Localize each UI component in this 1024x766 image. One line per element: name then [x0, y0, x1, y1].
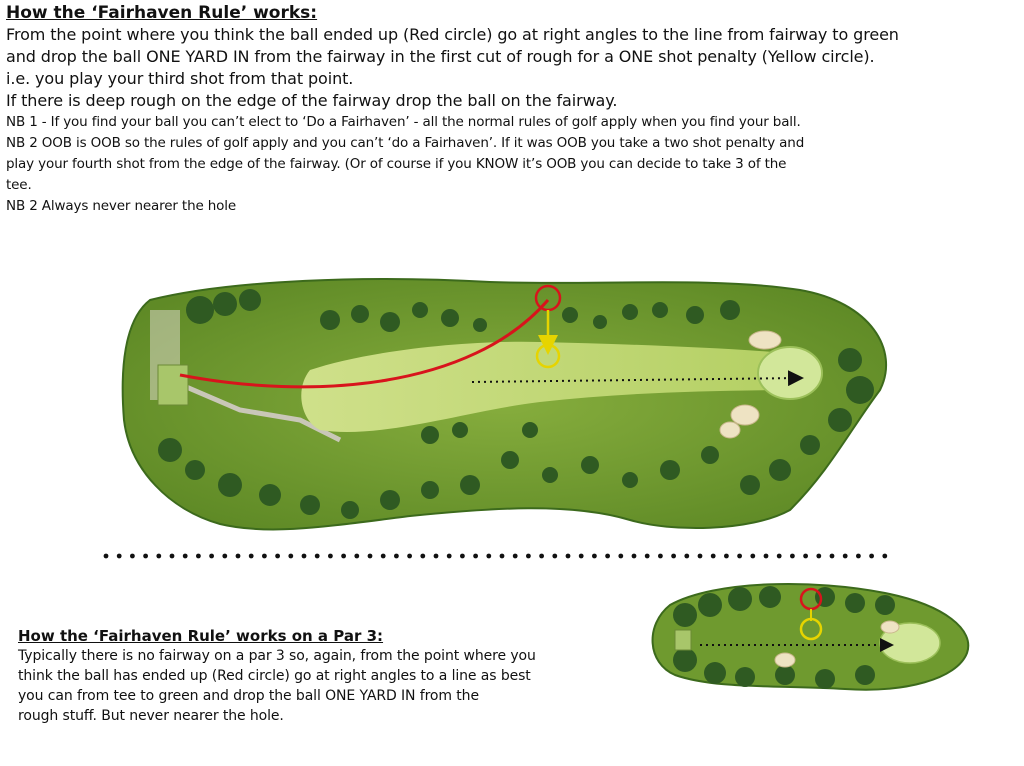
separator-dot: [816, 554, 821, 559]
separator-dot: [394, 554, 399, 559]
separator-dot: [447, 554, 452, 559]
separator-dot: [143, 554, 148, 559]
separator-dot: [526, 554, 531, 559]
separator-dot: [460, 554, 465, 559]
intro-section: [6, 2, 1021, 217]
separator-dot: [117, 554, 122, 559]
par3-line-1: Typically there is no fairway on a par 3 so, again, from the point where you: [18, 648, 536, 664]
separator-dot: [539, 554, 544, 559]
separator-dot: [869, 554, 874, 559]
separator-dot: [552, 554, 557, 559]
separator-dot: [684, 554, 689, 559]
hole-illustration: [110, 270, 900, 540]
separator-dot: [830, 554, 835, 559]
tee-box: [158, 365, 188, 405]
intro-title: How the ‘Fairhaven Rule’ works:: [6, 3, 318, 23]
separator-dot: [183, 554, 188, 559]
note-3: NB 2 Always never nearer the hole: [6, 198, 237, 214]
separator-dot: [764, 554, 769, 559]
separator-dot: [618, 554, 623, 559]
separator-dot: [711, 554, 716, 559]
par3-line-2: think the ball has ended up (Red circle) go at right angles to a line as best: [18, 668, 531, 684]
separator-dot: [170, 554, 175, 559]
separator-dot: [698, 554, 703, 559]
separator-dot: [275, 554, 280, 559]
par3-illustration: [645, 575, 975, 695]
separator-dot: [222, 554, 227, 559]
intro-line-3: i.e. you play your third shot from that point.: [6, 69, 354, 88]
separator-dot: [302, 554, 307, 559]
separator-dot: [209, 554, 214, 559]
bunker: [749, 331, 781, 349]
separator-dot: [513, 554, 518, 559]
separator-dot: [632, 554, 637, 559]
dotted-separator: [100, 547, 890, 563]
separator-dot: [777, 554, 782, 559]
separator-dot: [196, 554, 201, 559]
separator-dot: [843, 554, 848, 559]
separator-dot: [341, 554, 346, 559]
note-2a: NB 2 OOB is OOB so the rules of golf apply and you can’t ‘do a Fairhaven’. If it was OOB you take a two shot penalty and: [6, 135, 805, 151]
separator-dot: [104, 554, 109, 559]
separator-dot: [790, 554, 795, 559]
par3-line-3: you can from tee to green and drop the ball ONE YARD IN from the: [18, 688, 479, 704]
par3-line-4: rough stuff. But never nearer the hole.: [18, 708, 284, 724]
separator-dot: [315, 554, 320, 559]
separator-dot: [249, 554, 254, 559]
separator-dot: [737, 554, 742, 559]
note-2b: play your fourth shot from the edge of the fairway. (Or of course if you KNOW it’s OOB you can decide to take 3 of the: [6, 156, 787, 172]
par3-title: How the ‘Fairhaven Rule’ works on a Par 3:: [18, 627, 384, 645]
separator-dot: [407, 554, 412, 559]
separator-dot: [262, 554, 267, 559]
separator-dot: [473, 554, 478, 559]
intro-line-1: From the point where you think the ball ended up (Red circle) go at right angles to the line from fairway to green: [6, 25, 899, 44]
intro-line-2: and drop the ball ONE YARD IN from the fairway in the first cut of rough for a ONE shot penalty (Yellow circle).: [6, 47, 875, 66]
separator-dot: [486, 554, 491, 559]
bunker: [720, 422, 740, 438]
separator-dot: [288, 554, 293, 559]
separator-dot: [156, 554, 161, 559]
separator-dot: [671, 554, 676, 559]
separator-dot: [354, 554, 359, 559]
separator-dot: [803, 554, 808, 559]
note-1: NB 1 - If you find your ball you can’t elect to ‘Do a Fairhaven’ - all the normal rules of golf apply when you find your ball.: [6, 114, 801, 130]
separator-dot: [605, 554, 610, 559]
separator-dot: [381, 554, 386, 559]
separator-dot: [434, 554, 439, 559]
separator-dot: [882, 554, 887, 559]
separator-dot: [420, 554, 425, 559]
separator-dot: [566, 554, 571, 559]
separator-dot: [130, 554, 135, 559]
separator-dot: [579, 554, 584, 559]
separator-dot: [500, 554, 505, 559]
separator-dot: [658, 554, 663, 559]
intro-line-4: If there is deep rough on the edge of the fairway drop the ball on the fairway.: [6, 91, 618, 110]
bunker: [731, 405, 759, 425]
separator-dot: [645, 554, 650, 559]
green: [758, 347, 822, 399]
separator-dot: [368, 554, 373, 559]
separator-dot: [724, 554, 729, 559]
separator-dot: [592, 554, 597, 559]
note-2c: tee.: [6, 177, 32, 193]
separator-dot: [328, 554, 333, 559]
separator-dot: [750, 554, 755, 559]
separator-dot: [236, 554, 241, 559]
separator-dot: [856, 554, 861, 559]
par3-section: [18, 626, 613, 726]
